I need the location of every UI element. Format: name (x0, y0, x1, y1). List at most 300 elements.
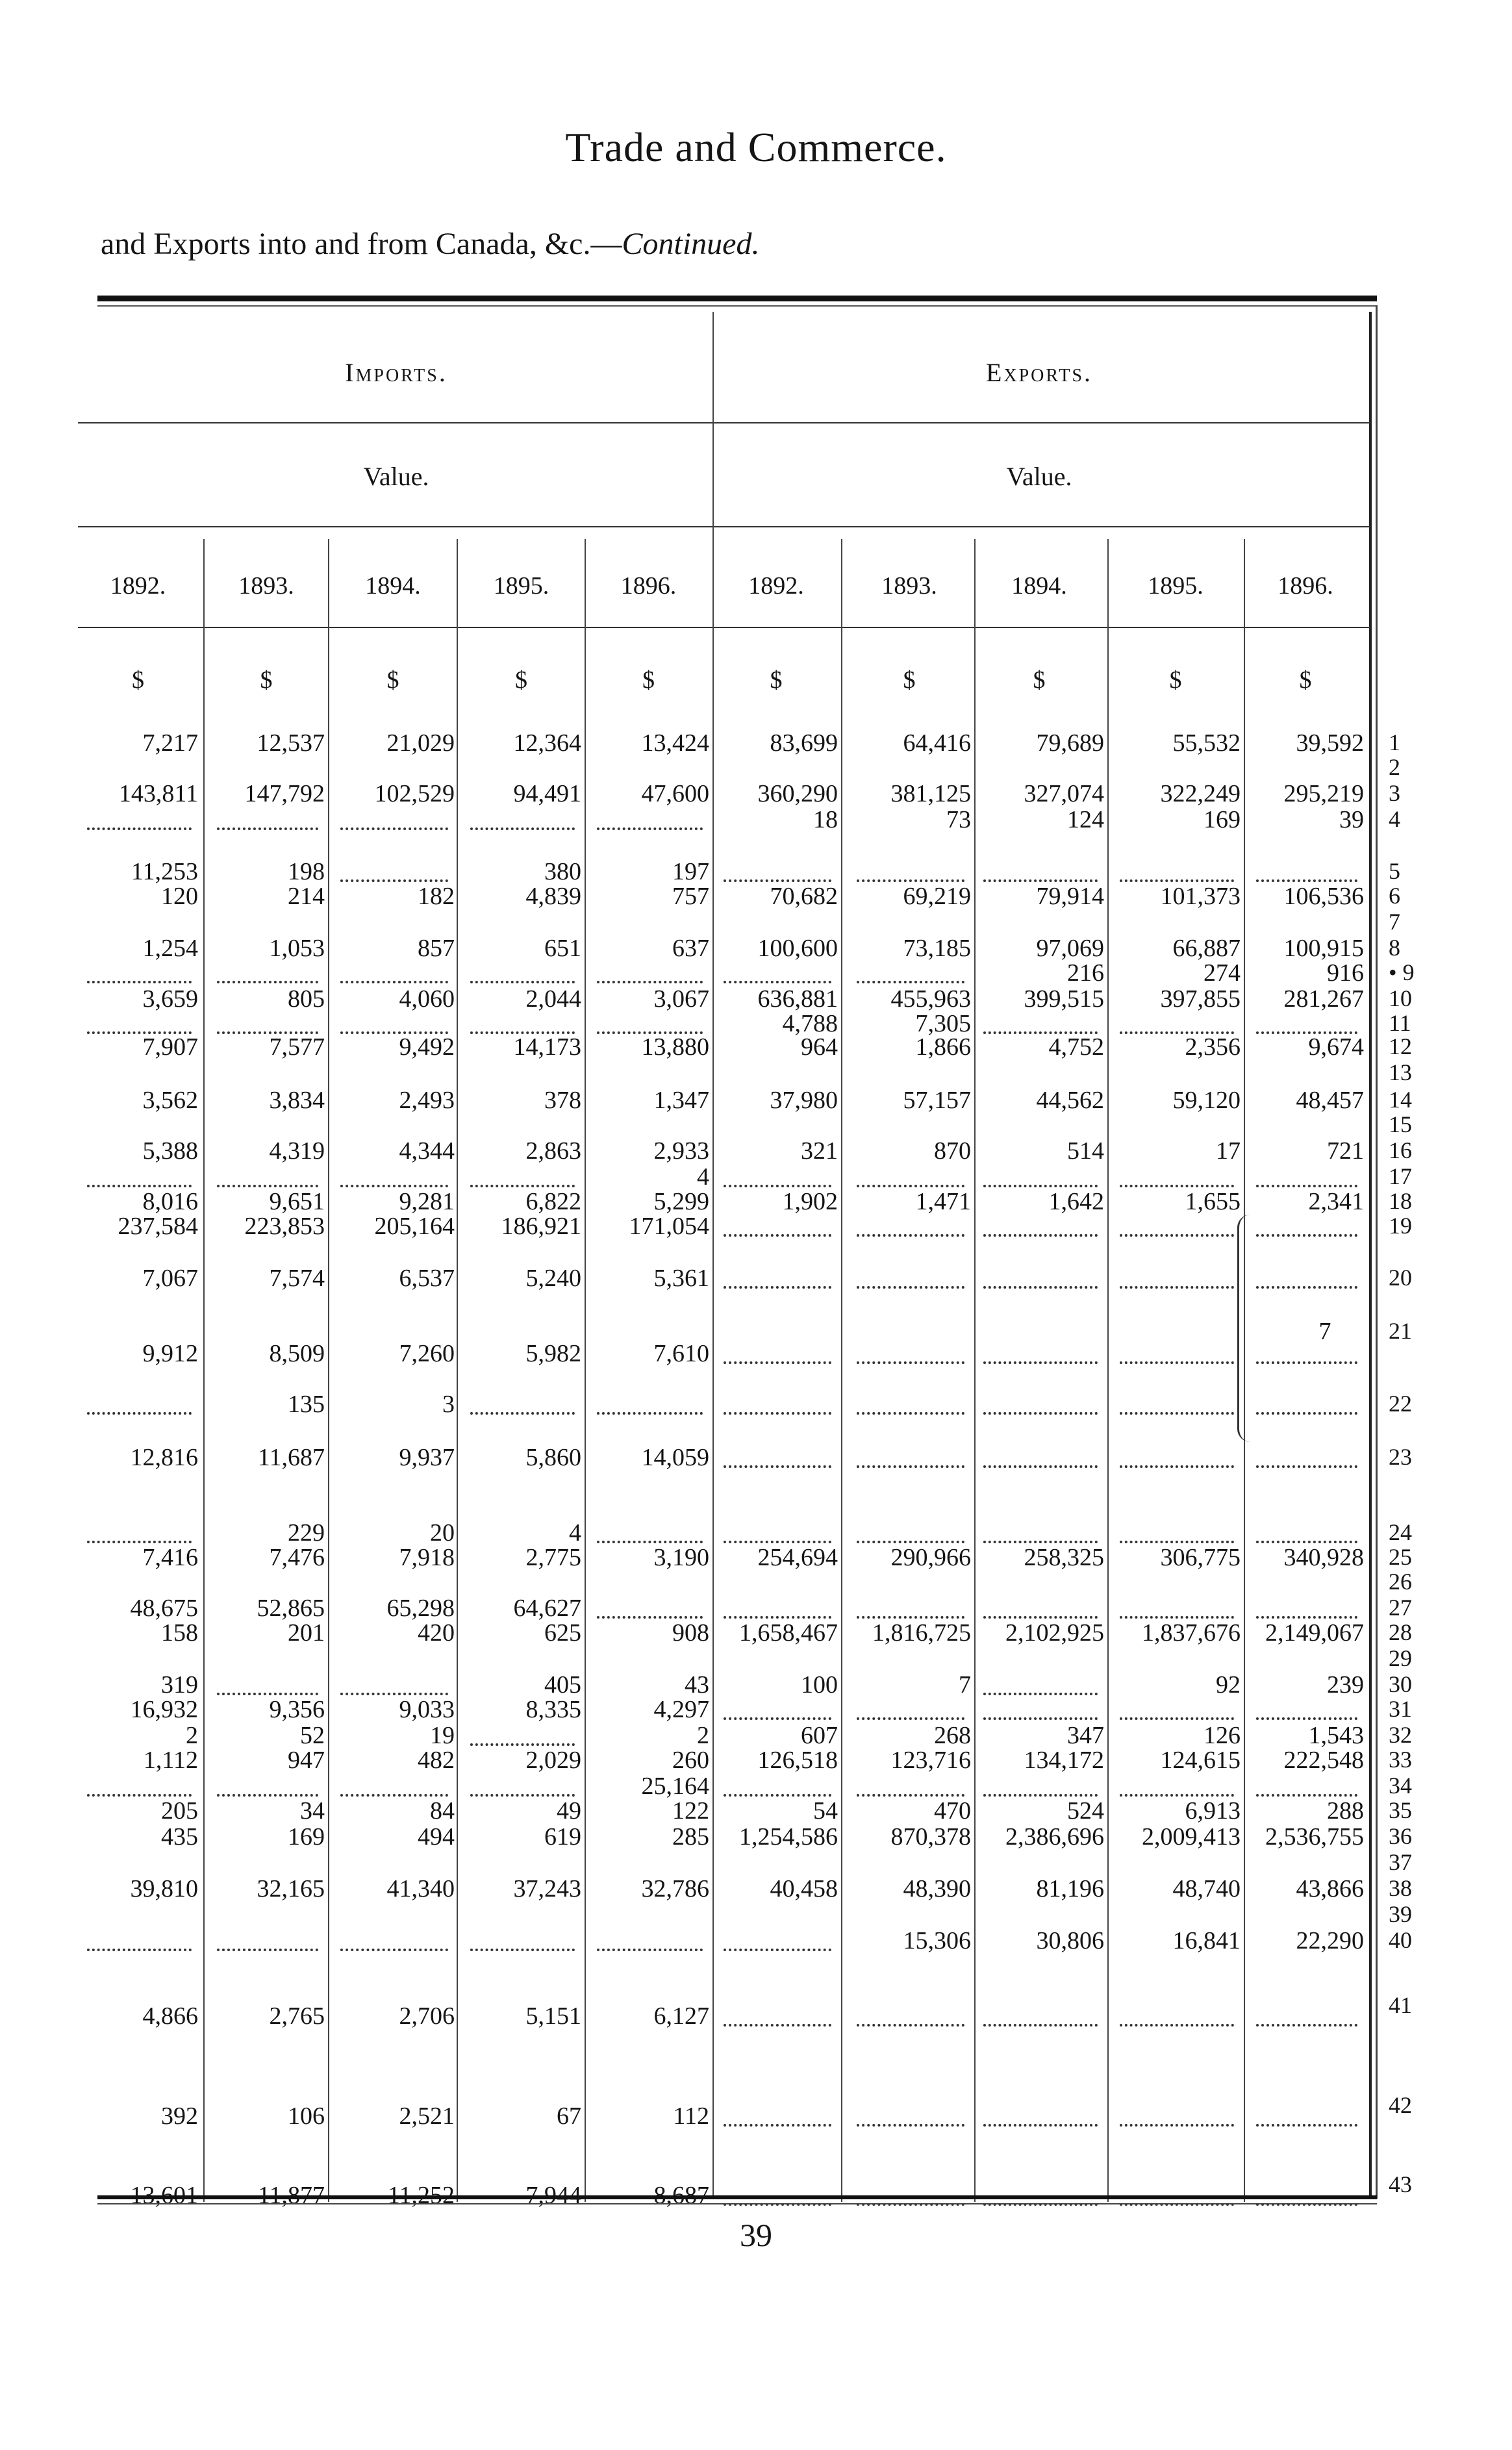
table-cell: 5,361 (653, 1265, 709, 1292)
table-cell: 100,915 (1283, 935, 1364, 962)
row-number: 4 (1389, 806, 1400, 832)
row-number: 22 (1389, 1391, 1412, 1417)
table-cell: 13,880 (641, 1033, 709, 1061)
table-cell: 48,390 (903, 1875, 971, 1902)
table-cell: 274 (1203, 959, 1241, 987)
column-rule (585, 539, 586, 2202)
leader-dots (1120, 1234, 1234, 1237)
row-number: • 9 (1389, 959, 1415, 985)
year-header: 1893. (238, 572, 294, 600)
table-cell: 123,716 (890, 1747, 971, 1774)
column-rule (841, 539, 842, 2202)
year-header: 1896. (620, 572, 677, 600)
table-cell: 2,493 (399, 1087, 455, 1114)
table-cell: 169 (1203, 806, 1241, 833)
column-rule (457, 539, 458, 2202)
table-cell: 2,356 (1185, 1033, 1241, 1061)
column-rule (1107, 539, 1109, 2202)
table-cell: 2,765 (269, 2002, 325, 2030)
table-cell: 169 (288, 1823, 325, 1850)
row-number: 26 (1389, 1569, 1412, 1595)
table-cell: 112 (673, 2103, 709, 2130)
table-cell: 306,775 (1160, 1544, 1241, 1571)
leader-dots (87, 1949, 192, 1951)
table-cell: 7,416 (142, 1544, 198, 1571)
table-cell: 805 (288, 985, 325, 1013)
leader-dots (724, 2024, 831, 2027)
imports-value-label: Value. (363, 462, 429, 491)
table-cell: 11,253 (131, 858, 198, 885)
row-number: 30 (1389, 1671, 1412, 1697)
year-header: 1892. (110, 572, 166, 600)
year-header: 1894. (1011, 572, 1067, 600)
row-number: 6 (1389, 883, 1400, 909)
table-cell: 6,537 (399, 1265, 455, 1292)
table-cell: 6,127 (653, 2002, 709, 2030)
table-cell: 4,752 (1048, 1033, 1104, 1061)
row-number: 15 (1389, 1111, 1412, 1137)
table-cell: 97,069 (1036, 935, 1104, 962)
table-cell: 39 (1339, 806, 1364, 833)
table-cell: 171,054 (629, 1213, 709, 1240)
table-cell: 32,786 (641, 1875, 709, 1902)
table-cell: 285 (672, 1823, 709, 1850)
table-cell: 947 (288, 1747, 325, 1774)
row-number: 21 (1389, 1318, 1412, 1344)
currency-sign: $ (642, 666, 655, 694)
row-number: 35 (1389, 1797, 1412, 1823)
table-cell: 9,033 (399, 1696, 455, 1723)
table-cell: 380 (544, 858, 581, 885)
table-cell: 11,687 (257, 1444, 325, 1471)
top-rule-thin (97, 305, 1377, 307)
table-cell: 52,865 (257, 1595, 325, 1622)
column-rule (203, 539, 205, 2202)
table-cell: 1,254,586 (739, 1823, 838, 1850)
row-number: 23 (1389, 1444, 1412, 1470)
leader-dots (857, 2024, 964, 2027)
table-cell: 70,682 (770, 883, 838, 910)
table-cell: 7,907 (142, 1033, 198, 1061)
table-cell: 7,476 (269, 1544, 325, 1571)
side-note: 7 (1318, 1318, 1331, 1345)
table-cell: 83,699 (770, 729, 838, 757)
right-border-outer (1376, 305, 1378, 2199)
table-cell: 870,378 (890, 1823, 971, 1850)
leader-dots (340, 827, 448, 830)
table-cell: 482 (418, 1747, 455, 1774)
exports-header: Exports. (985, 358, 1093, 387)
table-cell: 100,600 (757, 935, 838, 962)
table-cell: 2,044 (525, 985, 581, 1013)
leader-dots (857, 1234, 964, 1237)
table-cell: 392 (161, 2103, 198, 2130)
table-cell: 6,913 (1185, 1797, 1241, 1825)
table-cell: 124 (1067, 806, 1104, 833)
leader-dots (1120, 1412, 1234, 1415)
table-cell: 455,963 (890, 985, 971, 1013)
table-cell: 147,792 (244, 780, 325, 807)
currency-sign: $ (1169, 666, 1182, 694)
header-rule-1 (78, 422, 1370, 423)
leader-dots (857, 1286, 964, 1289)
table-cell: 254,694 (757, 1544, 838, 1571)
table-cell: 4,866 (142, 2002, 198, 2030)
table-cell: 1,347 (653, 1087, 709, 1114)
table-cell: 2,009,413 (1142, 1823, 1241, 1850)
table-cell: 360,290 (757, 780, 838, 807)
table-cell: 625 (544, 1619, 581, 1647)
row-number: 1 (1389, 729, 1400, 755)
table-cell: 9,651 (269, 1188, 325, 1215)
table-cell: 9,281 (399, 1188, 455, 1215)
leader-dots (724, 1412, 831, 1415)
table-cell: 205,164 (374, 1213, 455, 1240)
table-cell: 43 (685, 1671, 709, 1699)
leader-dots (1256, 1717, 1357, 1720)
table-cell: 100 (801, 1671, 838, 1699)
leader-dots (217, 981, 318, 983)
leader-dots (724, 1717, 831, 1720)
currency-sign: $ (770, 666, 783, 694)
table-cell: 397,855 (1160, 985, 1241, 1013)
leader-dots (470, 981, 575, 983)
table-cell: 69,219 (903, 883, 971, 910)
table-cell: 229 (288, 1519, 325, 1547)
table-cell: 721 (1327, 1137, 1364, 1165)
table-cell: 79,689 (1036, 729, 1104, 757)
table-cell: 1,543 (1308, 1722, 1364, 1749)
top-rule (97, 296, 1377, 301)
row-number: 10 (1389, 985, 1412, 1011)
table-cell: 239 (1327, 1671, 1364, 1699)
table-cell: 19 (430, 1722, 455, 1749)
table-cell: 79,914 (1036, 883, 1104, 910)
table-cell: 2,706 (399, 2002, 455, 2030)
table-cell: 420 (418, 1619, 455, 1647)
leader-dots (1120, 2124, 1234, 2127)
table-cell: 59,120 (1172, 1087, 1241, 1114)
table-cell: 651 (544, 935, 581, 962)
table-cell: 14,173 (513, 1033, 581, 1061)
bottom-rule (97, 2195, 1377, 2199)
table-cell: 7,067 (142, 1265, 198, 1292)
table-cell: 48,740 (1172, 1875, 1241, 1902)
leader-dots (470, 1412, 575, 1415)
row-number: 8 (1389, 935, 1400, 961)
table-subtitle (101, 226, 759, 262)
table-cell: 327,074 (1024, 780, 1104, 807)
table-cell: 205 (161, 1797, 198, 1825)
leader-dots (724, 1465, 831, 1468)
column-rule (328, 539, 329, 2202)
leader-dots (1256, 1234, 1357, 1237)
leader-dots (724, 1361, 831, 1364)
currency-sign: $ (260, 666, 273, 694)
row-number: 31 (1389, 1696, 1412, 1722)
table-cell: 4,788 (782, 1010, 838, 1037)
leader-dots (983, 1717, 1098, 1720)
page-title: Trade and Commerce. (565, 124, 947, 170)
row-number: 37 (1389, 1849, 1412, 1875)
currency-sign: $ (1299, 666, 1312, 694)
table-cell: 106 (288, 2103, 325, 2130)
table-cell: 378 (544, 1087, 581, 1114)
leader-dots (983, 1234, 1098, 1237)
table-cell: 237,584 (118, 1213, 198, 1240)
leader-dots (983, 2024, 1098, 2027)
row-number: 29 (1389, 1645, 1412, 1671)
table-cell: 106,536 (1283, 883, 1364, 910)
leader-dots (597, 827, 703, 830)
table-cell: 81,196 (1036, 1875, 1104, 1902)
table-cell: 3,834 (269, 1087, 325, 1114)
table-cell: 216 (1067, 959, 1104, 987)
year-header: 1896. (1278, 572, 1333, 600)
table-cell: 4,344 (399, 1137, 455, 1165)
leader-dots (1120, 1286, 1234, 1289)
table-cell: 92 (1216, 1671, 1241, 1699)
leader-dots (857, 1412, 964, 1415)
table-cell: 201 (288, 1619, 325, 1647)
table-cell: 2,102,925 (1005, 1619, 1104, 1647)
exports-value-label: Value. (1006, 462, 1072, 491)
row-number: 39 (1389, 1901, 1412, 1927)
table-cell: 54 (813, 1797, 838, 1825)
table-cell: 55,532 (1172, 729, 1241, 757)
table-cell: 2,521 (399, 2103, 455, 2130)
table-cell: 47,600 (641, 780, 709, 807)
table-cell: 40,458 (770, 1875, 838, 1902)
table-cell: 143,811 (118, 780, 198, 807)
table-cell: 870 (934, 1137, 971, 1165)
currency-sign: $ (386, 666, 399, 694)
table-cell: 435 (161, 1823, 198, 1850)
table-cell: 757 (672, 883, 709, 910)
table-cell: 7,260 (399, 1340, 455, 1367)
table-cell: 32,165 (257, 1875, 325, 1902)
table-cell: 1,053 (269, 935, 325, 962)
leader-dots (983, 1465, 1098, 1468)
table-cell: 916 (1327, 959, 1364, 987)
subtitle-text: and Exports into and from Canada, &c.— (101, 227, 622, 261)
leader-dots (1256, 2124, 1357, 2127)
table-cell: 9,356 (269, 1696, 325, 1723)
row-number: 3 (1389, 780, 1400, 806)
leader-dots (724, 2124, 831, 2127)
table-cell: 2,863 (525, 1137, 581, 1165)
row-number: 14 (1389, 1087, 1412, 1113)
subtitle-continued: Continued. (622, 227, 760, 261)
table-cell: 470 (934, 1797, 971, 1825)
table-cell: 7 (959, 1671, 971, 1699)
row-number: 16 (1389, 1137, 1412, 1163)
table-cell: 12,816 (130, 1444, 198, 1471)
table-cell: 340,928 (1283, 1544, 1364, 1571)
row-number: 19 (1389, 1213, 1412, 1239)
table-cell: 7,918 (399, 1544, 455, 1571)
leader-dots (724, 1949, 831, 1951)
table-cell: 1,655 (1185, 1188, 1241, 1215)
row-number: 38 (1389, 1875, 1412, 1901)
table-cell: 94,491 (513, 780, 581, 807)
table-cell: 258,325 (1024, 1544, 1104, 1571)
table-cell: 2,775 (525, 1544, 581, 1571)
leader-dots (857, 2124, 964, 2127)
currency-sign: $ (132, 666, 144, 694)
leader-dots (470, 1949, 575, 1951)
table-cell: 120 (161, 883, 198, 910)
imports-header: Imports. (345, 358, 447, 387)
table-cell: 3,067 (653, 985, 709, 1013)
table-cell: 7,610 (653, 1340, 709, 1367)
table-cell: 1,471 (915, 1188, 971, 1215)
table-cell: 135 (288, 1391, 325, 1418)
table-cell: 223,853 (244, 1213, 325, 1240)
table-cell: 43,866 (1296, 1875, 1364, 1902)
table-cell: 1,837,676 (1142, 1619, 1241, 1647)
table-cell: 4,297 (653, 1696, 709, 1723)
table-cell: 8,016 (142, 1188, 198, 1215)
table-cell: 9,937 (399, 1444, 455, 1471)
table-cell: 73,185 (903, 935, 971, 962)
table-cell: 101,373 (1160, 883, 1241, 910)
year-header: 1895. (493, 572, 549, 600)
row-number: 40 (1389, 1927, 1412, 1953)
table-cell: 1,642 (1048, 1188, 1104, 1215)
row-number: 42 (1389, 2092, 1412, 2118)
table-cell: 2,933 (653, 1137, 709, 1165)
page-number: 39 (740, 2217, 772, 2253)
year-header: 1892. (748, 572, 804, 600)
leader-dots (1256, 1465, 1357, 1468)
leader-dots (724, 981, 831, 983)
table-cell: 321 (801, 1137, 838, 1165)
leader-dots (724, 1286, 831, 1289)
leader-dots (470, 827, 575, 830)
leader-dots (983, 2124, 1098, 2127)
row-number: 13 (1389, 1059, 1412, 1085)
leader-dots (340, 1949, 448, 1951)
table-cell: 1,112 (143, 1747, 198, 1774)
row-number: 5 (1389, 858, 1400, 884)
table-cell: 637 (672, 935, 709, 962)
table-cell: 1,866 (915, 1033, 971, 1061)
table-cell: 20 (430, 1519, 455, 1547)
table-cell: 347 (1067, 1722, 1104, 1749)
table-cell: 25,164 (641, 1773, 709, 1800)
header-rule-2 (78, 526, 1370, 527)
row-number: 17 (1389, 1163, 1412, 1189)
table-cell: 514 (1067, 1137, 1104, 1165)
table-cell: 9,912 (142, 1340, 198, 1367)
table-cell: 8,509 (269, 1340, 325, 1367)
table-cell: 21,029 (386, 729, 455, 757)
leader-dots (1256, 1361, 1357, 1364)
leader-dots (857, 1361, 964, 1364)
table-cell: 48,675 (130, 1595, 198, 1622)
table-cell: 30,806 (1036, 1927, 1104, 1954)
column-rule (712, 312, 714, 2195)
table-cell: 5,151 (525, 2002, 581, 2030)
table-cell: 964 (801, 1033, 838, 1061)
leader-dots (857, 1717, 964, 1720)
table-cell: 3 (442, 1391, 455, 1418)
row-number: 43 (1389, 2171, 1412, 2197)
table-cell: 7,217 (142, 729, 198, 757)
table-cell: 64,627 (513, 1595, 581, 1622)
year-header: 1895. (1148, 572, 1203, 600)
table-cell: 4,839 (525, 883, 581, 910)
table-cell: 12,537 (257, 729, 325, 757)
leader-dots (87, 1412, 192, 1415)
table-cell: 619 (544, 1823, 581, 1850)
right-border (1369, 312, 1372, 2195)
table-cell: 319 (161, 1671, 198, 1699)
table-cell: 37,980 (770, 1087, 838, 1114)
table-cell: 222,548 (1283, 1747, 1364, 1774)
leader-dots (1120, 1361, 1234, 1364)
table-cell: 12,364 (513, 729, 581, 757)
table-cell: 2,149,067 (1265, 1619, 1364, 1647)
leader-dots (1256, 1412, 1357, 1415)
row-number: 34 (1389, 1773, 1412, 1799)
table-cell: 381,125 (890, 780, 971, 807)
table-cell: 3,562 (142, 1087, 198, 1114)
table-cell: 49 (557, 1797, 581, 1825)
table-cell: 2 (697, 1722, 709, 1749)
table-cell: 126 (1203, 1722, 1241, 1749)
bottom-rule-thin (97, 2203, 1377, 2204)
leader-dots (217, 827, 318, 830)
table-cell: 1,902 (782, 1188, 838, 1215)
leader-dots (597, 1412, 703, 1415)
table-cell: 2 (186, 1722, 198, 1749)
table-cell: 3,659 (142, 985, 198, 1013)
row-number: 32 (1389, 1722, 1412, 1748)
leader-dots (217, 1949, 318, 1951)
table-cell: 8,335 (525, 1696, 581, 1723)
table-cell: 186,921 (501, 1213, 581, 1240)
table-cell: 5,299 (653, 1188, 709, 1215)
table-cell: 857 (418, 935, 455, 962)
table-cell: 214 (288, 883, 325, 910)
leader-dots (724, 1234, 831, 1237)
table-cell: 34 (300, 1797, 325, 1825)
row-number: 27 (1389, 1595, 1412, 1621)
row-number: 12 (1389, 1033, 1412, 1059)
table-cell: 4 (697, 1163, 709, 1191)
row-number: 28 (1389, 1619, 1412, 1645)
table-cell: 405 (544, 1671, 581, 1699)
table-cell: 198 (288, 858, 325, 885)
leader-dots (597, 981, 703, 983)
table-cell: 102,529 (374, 780, 455, 807)
row-number: 41 (1389, 1992, 1412, 2018)
bracket-mark (1237, 1215, 1259, 1442)
table-cell: 268 (934, 1722, 971, 1749)
table-cell: 18 (813, 806, 838, 833)
table-cell: 52 (300, 1722, 325, 1749)
table-cell: 295,219 (1283, 780, 1364, 807)
year-header: 1893. (881, 572, 937, 600)
table-cell: 288 (1327, 1797, 1364, 1825)
table-cell: 57,157 (903, 1087, 971, 1114)
table-cell: 281,267 (1283, 985, 1364, 1013)
leader-dots (1120, 2024, 1234, 2027)
table-cell: 37,243 (513, 1875, 581, 1902)
table-cell: 48,457 (1296, 1087, 1364, 1114)
